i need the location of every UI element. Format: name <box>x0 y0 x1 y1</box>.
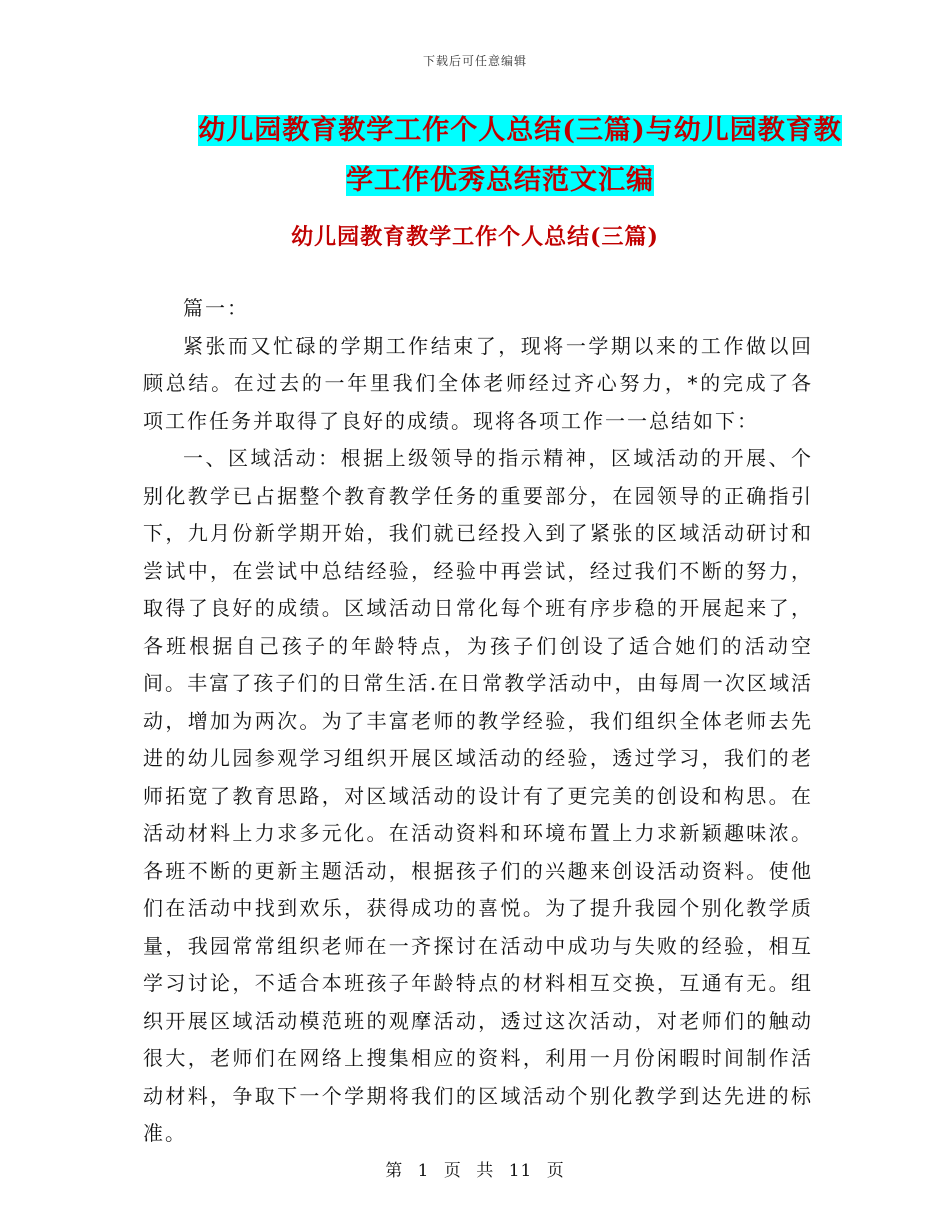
footer-total-label: 共 <box>476 1161 495 1181</box>
document-title-line-2 <box>346 165 654 196</box>
document-body <box>143 290 813 1153</box>
footer-page-label: 第 <box>385 1161 404 1181</box>
page-header-note: 下载后可任意编辑 <box>422 54 527 68</box>
paragraph-intro: 紧张而又忙碌的学期工作结束了，现将一学期以来的工作做以回顾总结。在过去的一年里我们全体老师经过齐心努力，*的完成了各项工作任务并取得了良好的成绩。现将各项工作一一总结如下： <box>143 333 813 433</box>
section-title: 幼儿园教育教学工作个人总结(三篇) <box>291 224 659 250</box>
document-title-line-1 <box>150 106 850 156</box>
footer-total-unit: 页 <box>546 1161 565 1181</box>
footer-current-page: 1 <box>417 1161 430 1181</box>
footer-page-unit: 页 <box>443 1161 462 1181</box>
page-footer <box>0 1156 950 1181</box>
title-highlight-1: 幼儿园教育教学工作个人总结(三篇)与幼儿园教育教 <box>198 115 842 146</box>
footer-total-pages: 11 <box>508 1161 533 1181</box>
document-title <box>150 106 850 206</box>
paragraph-chapter-label: 篇一： <box>183 296 249 320</box>
title-highlight-2: 学工作优秀总结范文汇编 <box>346 165 654 196</box>
paragraph-regional-activities: 一、区域活动：根据上级领导的指示精神，区域活动的开展、个别化教学已占据整个教育教学任务的重要部分，在园领导的正确指引下，九月份新学期开始，我们就已经投入到了紧张的区域活动研讨和尝试中，在尝试中总结经验，经验中再尝试，经过我们不断的努力，取得了良好的成绩。区域活动日常化每个班有序步稳的开展起来了，各班根据自己孩子的年龄特点，为孩子们创设了适合她们的活动空间。丰富了孩子们的日常生活.在日常教学活动中，由每周一次区域活动，增加为两次。为了丰富老师的教学经验，我们组织全体老师去先进的幼儿园参观学习组织开展区域活动的经验，透过学习，我们的老师拓宽了教育思路，对区域活动的设计有了更完美的创设和构思。在活动材料上力求多元化。在活动资料和环境布置上力求新颖趣味浓。各班不断的更新主题活动，根据孩子们的兴趣来创设活动资料。使他们在活动中找到欢乐，获得成功的喜悦。为了提升我园个别化教学质量，我园常常组织老师在一齐探讨在活动中成功与失败的经验，相互学习讨论，不适合本班孩子年龄特点的材料相互交换，互通有无。组织开展区域活动模范班的观摩活动，透过这次活动，对老师们的触动很大，老师们在网络上搜集相应的资料，利用一月份闲暇时间制作活动材料，争取下一个学期将我们的区域活动个别化教学到达先进的标准。 <box>143 446 813 1145</box>
